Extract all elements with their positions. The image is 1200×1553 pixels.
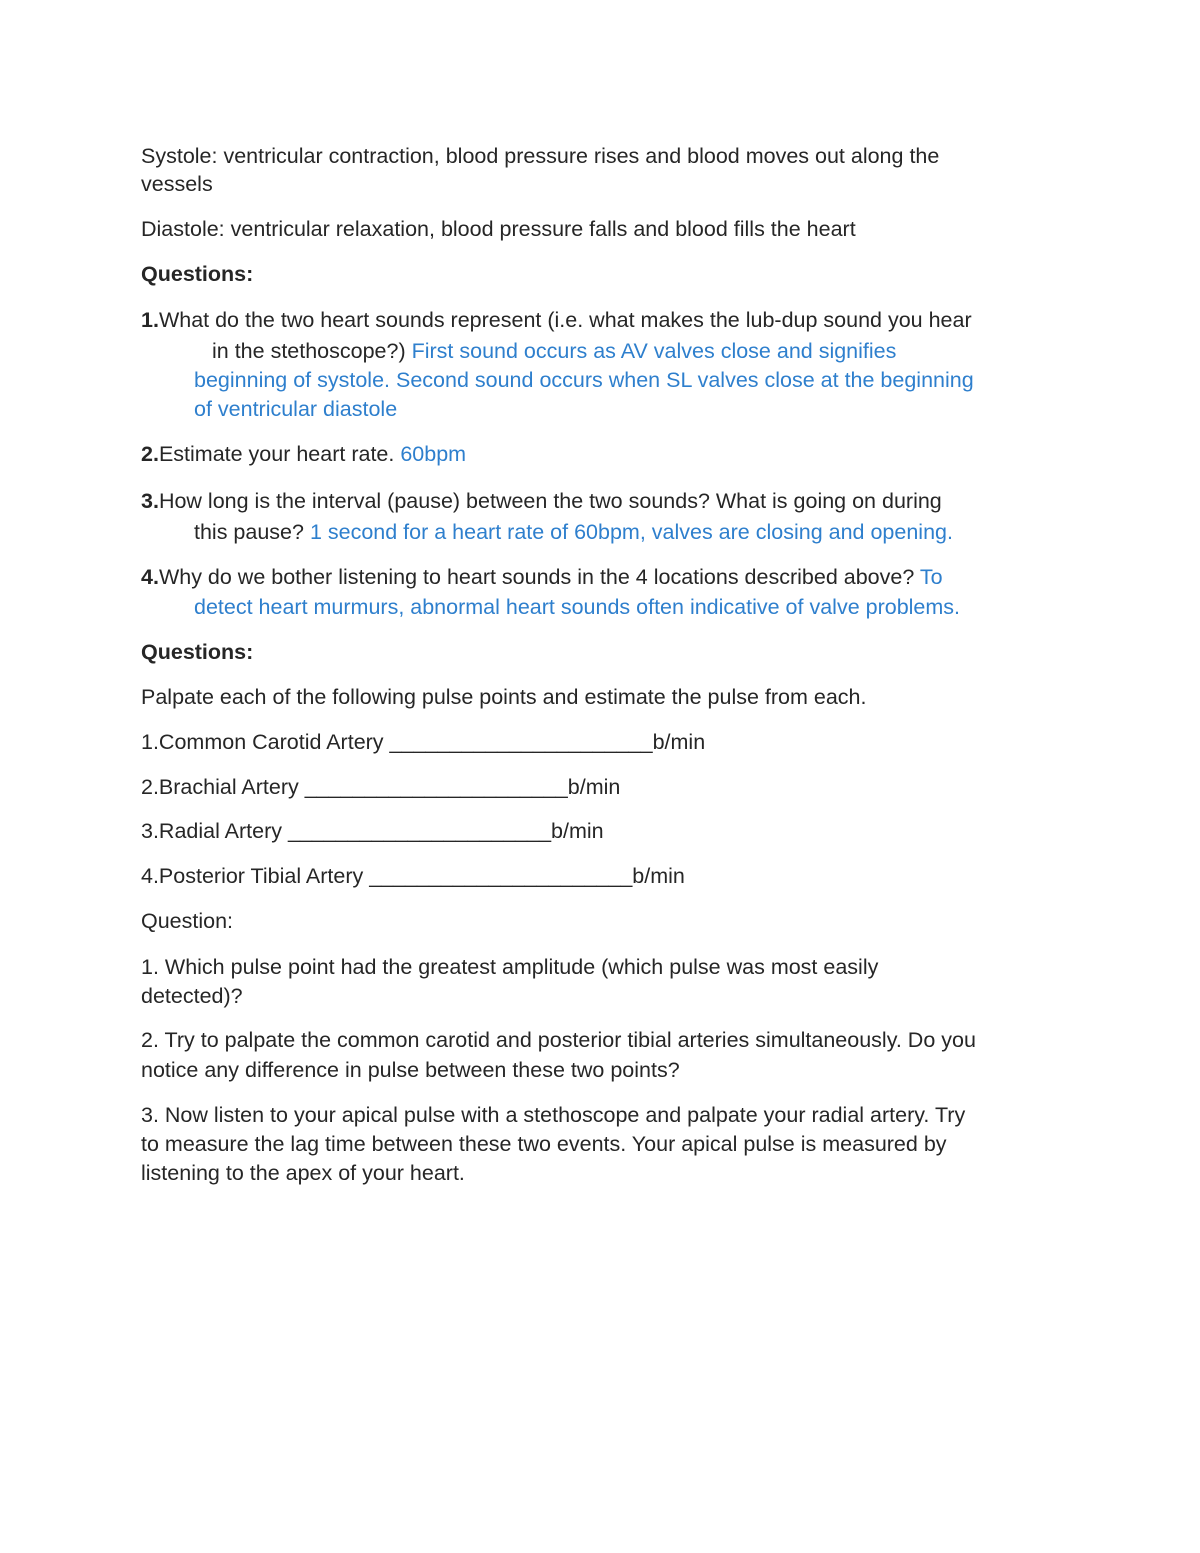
question-3-answer: 1 second for a heart rate of 60bpm, valves are closing and opening. <box>309 520 953 544</box>
pulse-question-2-line-1: 2. Try to palpate the common carotid and posterior tibial arteries simultaneously. Do you <box>141 1028 976 1052</box>
question-1-answer-1: First sound occurs as AV valves close and signifies <box>411 339 897 363</box>
question-1-line-2 <box>212 337 896 365</box>
systole-line-1: Systole: ventricular contraction, blood pressure rises and blood moves out along the <box>141 144 940 168</box>
question-heading-3: Question: <box>141 909 234 933</box>
palpate-instruction: Palpate each of the following pulse points and estimate the pulse from each. <box>141 685 867 709</box>
pulse-question-3-line-3: listening to the apex of your heart. <box>141 1161 465 1185</box>
question-1-answer-2: beginning of systole. Second sound occurs when SL valves close at the beginning <box>194 368 974 392</box>
question-3-text-1: How long is the interval (pause) between the two sounds? What is going on during <box>158 489 942 513</box>
pulse-item-brachial: 2.Brachial Artery ______________________b/min <box>141 775 621 799</box>
question-2-number: 2. <box>141 442 159 466</box>
question-4-number: 4. <box>141 565 159 589</box>
pulse-item-radial: 3.Radial Artery ______________________b/min <box>141 819 604 843</box>
questions-heading-1: Questions: <box>141 262 254 286</box>
pulse-question-3-line-2: to measure the lag time between these two events. Your apical pulse is measured by <box>141 1132 947 1156</box>
question-3-line-1 <box>141 487 942 515</box>
question-2-line <box>141 440 466 468</box>
pulse-question-1-line-2: detected)? <box>141 984 243 1008</box>
question-1-line-1 <box>141 306 972 334</box>
question-1-answer-3: of ventricular diastole <box>194 397 398 421</box>
diastole-line: Diastole: ventricular relaxation, blood pressure falls and blood fills the heart <box>141 217 856 241</box>
question-3-text-2: this pause? <box>194 520 310 544</box>
question-3-line-2 <box>194 518 953 546</box>
pulse-item-posterior-tibial: 4.Posterior Tibial Artery ______________________b/min <box>141 864 685 888</box>
question-2-text: Estimate your heart rate. <box>158 442 401 466</box>
pulse-question-1-line-1: 1. Which pulse point had the greatest amplitude (which pulse was most easily <box>141 955 879 979</box>
question-4-answer-1: To <box>919 565 943 589</box>
question-3-number: 3. <box>141 489 159 513</box>
question-1-text-2: in the stethoscope?) <box>212 339 412 363</box>
question-4-answer-2: detect heart murmurs, abnormal heart sounds often indicative of valve problems. <box>194 595 961 619</box>
question-2-answer: 60bpm <box>400 442 467 466</box>
question-1-text-1: What do the two heart sounds represent (i.e. what makes the lub-dup sound you hear <box>158 308 972 332</box>
systole-line-2: vessels <box>141 172 213 196</box>
pulse-question-3-line-1: 3. Now listen to your apical pulse with a stethoscope and palpate your radial artery. Try <box>141 1103 966 1127</box>
questions-heading-2: Questions: <box>141 640 254 664</box>
pulse-item-carotid: 1.Common Carotid Artery ______________________b/min <box>141 730 706 754</box>
question-4-line-1 <box>141 563 943 591</box>
question-1-number: 1. <box>141 308 159 332</box>
question-4-text-1: Why do we bother listening to heart sounds in the 4 locations described above? <box>158 565 920 589</box>
pulse-question-2-line-2: notice any difference in pulse between these two points? <box>141 1058 680 1082</box>
